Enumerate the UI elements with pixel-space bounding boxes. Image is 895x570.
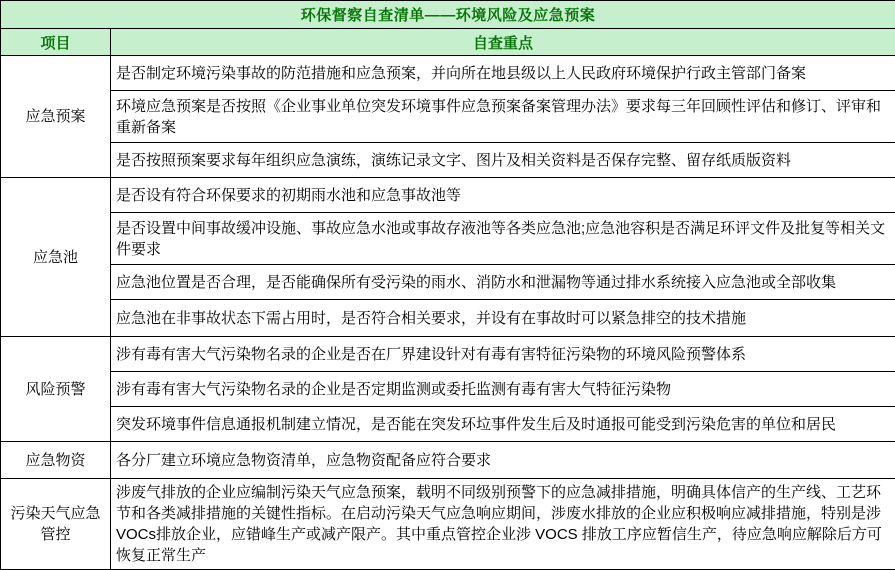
checklist-item: 是否制定环境污染事故的防范措施和应急预案，并向所在地县级以上人民政府环境保护行政主管部门备案 (111, 56, 895, 91)
checklist-item: 各分厂建立环境应急物资清单，应急物资配备应符合要求 (111, 442, 895, 479)
checklist-item: 突发环境事件信息通报机制建立情况，是否能在突发环垃事件发生后及时通报可能受到污染危害的单位和居民 (111, 407, 895, 442)
checklist-item: 应急池位置是否合理，是否能确保所有受污染的雨水、消防水和泄漏物等通过排水系统接入应急池或全部收集 (111, 265, 895, 300)
checklist-item: 涉有毒有害大气污染物名录的企业是否在厂界建设针对有毒有害特征污染物的环境风险预警体系 (111, 337, 895, 372)
section-label-risk-warning: 风险预警 (1, 337, 111, 442)
checklist-item: 环境应急预案是否按照《企业事业单位突发环境事件应急预案备案管理办法》要求每三年回顾性评估和修订、评审和重新备案 (111, 91, 895, 143)
checklist-item: 涉有毒有害大气污染物名录的企业是否定期监测或委托监测有毒有害大气特征污染物 (111, 372, 895, 407)
checklist-item: 应急池在非事故状态下需占用时，是否符合相关要求，并设有在事故时可以紧急排空的技术措施 (111, 300, 895, 337)
column-header-keypoints: 自查重点 (111, 29, 895, 56)
checklist-item: 是否按照预案要求每年组织应急演练，演练记录文字、图片及相关资料是否保存完整、留存纸质版资料 (111, 143, 895, 178)
section-label-emergency-plan: 应急预案 (1, 56, 111, 178)
table-title: 环保督察自查清单——环境风险及应急预案 (1, 1, 895, 29)
checklist-item: 是否设置中间事故缓冲设施、事故应急水池或事故存液池等各类应急池;应急池容积是否满足环评文件及批复等相关文件要求 (111, 213, 895, 265)
section-label-emergency-supplies: 应急物资 (1, 442, 111, 479)
column-header-project: 项目 (1, 29, 111, 56)
checklist-item: 涉废气排放的企业应编制污染天气应急预案，载明不同级别预警下的应急减排措施，明确具体信产的生产线、工艺环节和各类减排措施的关键性指标。在启动污染天气应急响应期间，涉废水排放的企业应积极响应减排措施，特别是涉VOCs排放企业，应错峰生产或减产限产。其中重点管控企业涉 VOCS 排放工序应暂信生产，待应急响应解除后方可恢复正常生产 (111, 479, 895, 570)
section-label-polluted-weather-control: 污染天气应急管控 (1, 479, 111, 570)
checklist-item: 是否设有符合环保要求的初期雨水池和应急事故池等 (111, 178, 895, 213)
section-label-emergency-pool: 应急池 (1, 178, 111, 337)
